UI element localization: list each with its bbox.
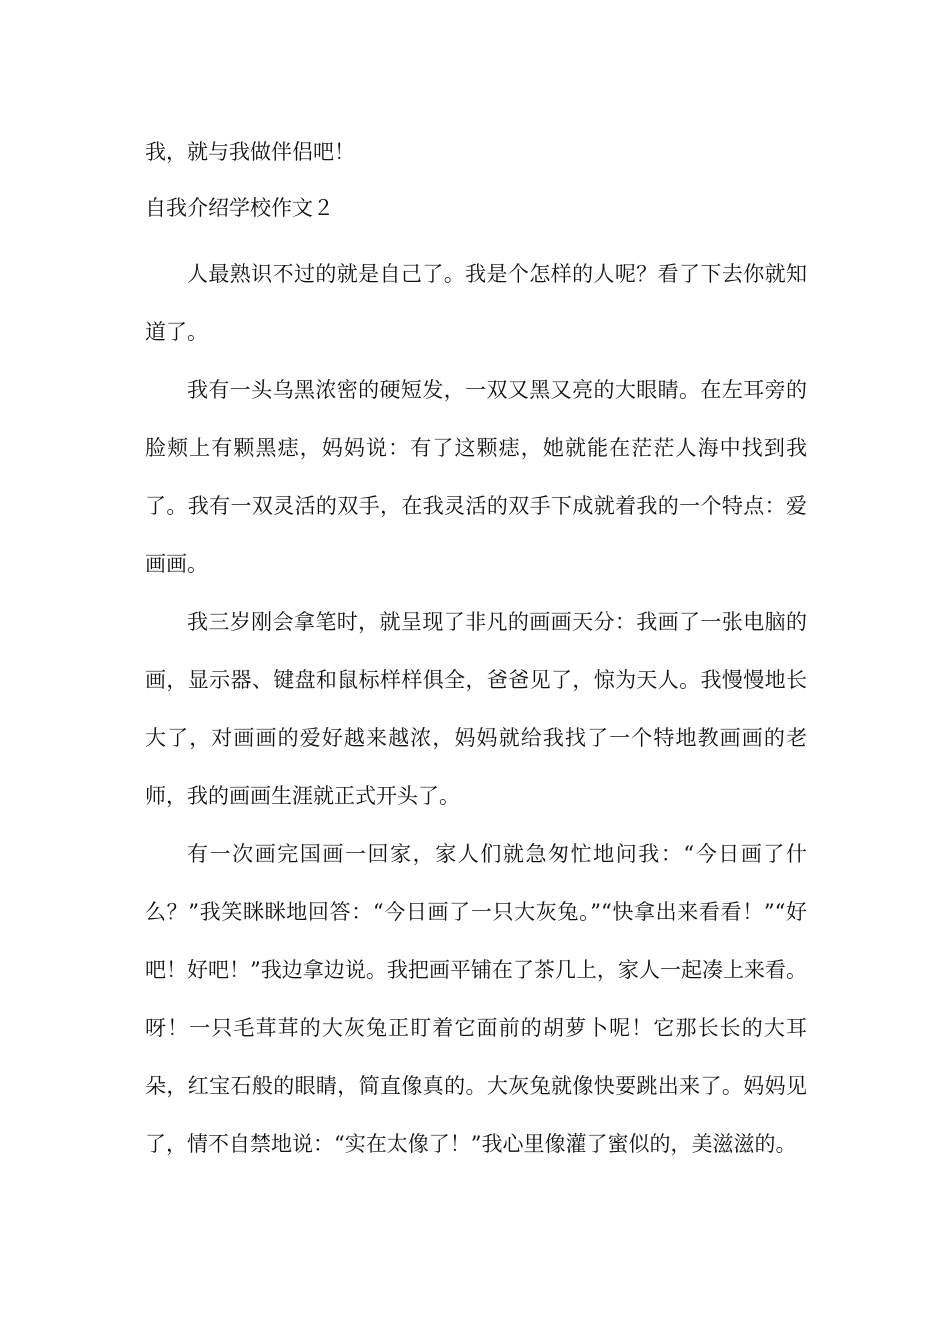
paragraph-1: 人最熟识不过的就是自己了。我是个怎样的人呢？看了下去你就知道了。 [145, 262, 807, 344]
paragraph-4: 有一次画完国画一回家，家人们就急匆忙地问我：“今日画了什么？”我笑眯眯地回答：“今日画了一只大灰兔。”“快拿出来看看！”“好吧！好吧！”我边拿边说。我把画平铺在了茶几上，家人一起凑上来看。呀！一只毛茸茸的大灰兔正盯着它面前的胡萝卜呢！它那长长的大耳朵，红宝石般的眼睛，简直像真的。大灰兔就像快要跳出来了。妈妈见了，情不自禁地说：“实在太像了！”我心里像灌了蜜似的，美滋滋的。 [145, 842, 807, 1156]
opening-line: 我，就与我做伴侣吧！ [145, 140, 355, 164]
paragraph-3: 我三岁刚会拿笔时，就呈现了非凡的画画天分：我画了一张电脑的画，显示器、键盘和鼠标样样俱全，爸爸见了，惊为天人。我慢慢地长大了，对画画的爱好越来越浓，妈妈就给我找了一个特地教画画的老师，我的画画生涯就正式开头了。 [145, 610, 807, 808]
essay-heading: 自我介绍学校作文２ [145, 196, 334, 220]
paragraph-2: 我有一头乌黑浓密的硬短发，一双又黑又亮的大眼睛。在左耳旁的脸颊上有颗黑痣，妈妈说：有了这颗痣，她就能在茫茫人海中找到我了。我有一双灵活的双手，在我灵活的双手下成就着我的一个特点：爱画画。 [145, 378, 807, 576]
document-body [145, 133, 807, 1173]
